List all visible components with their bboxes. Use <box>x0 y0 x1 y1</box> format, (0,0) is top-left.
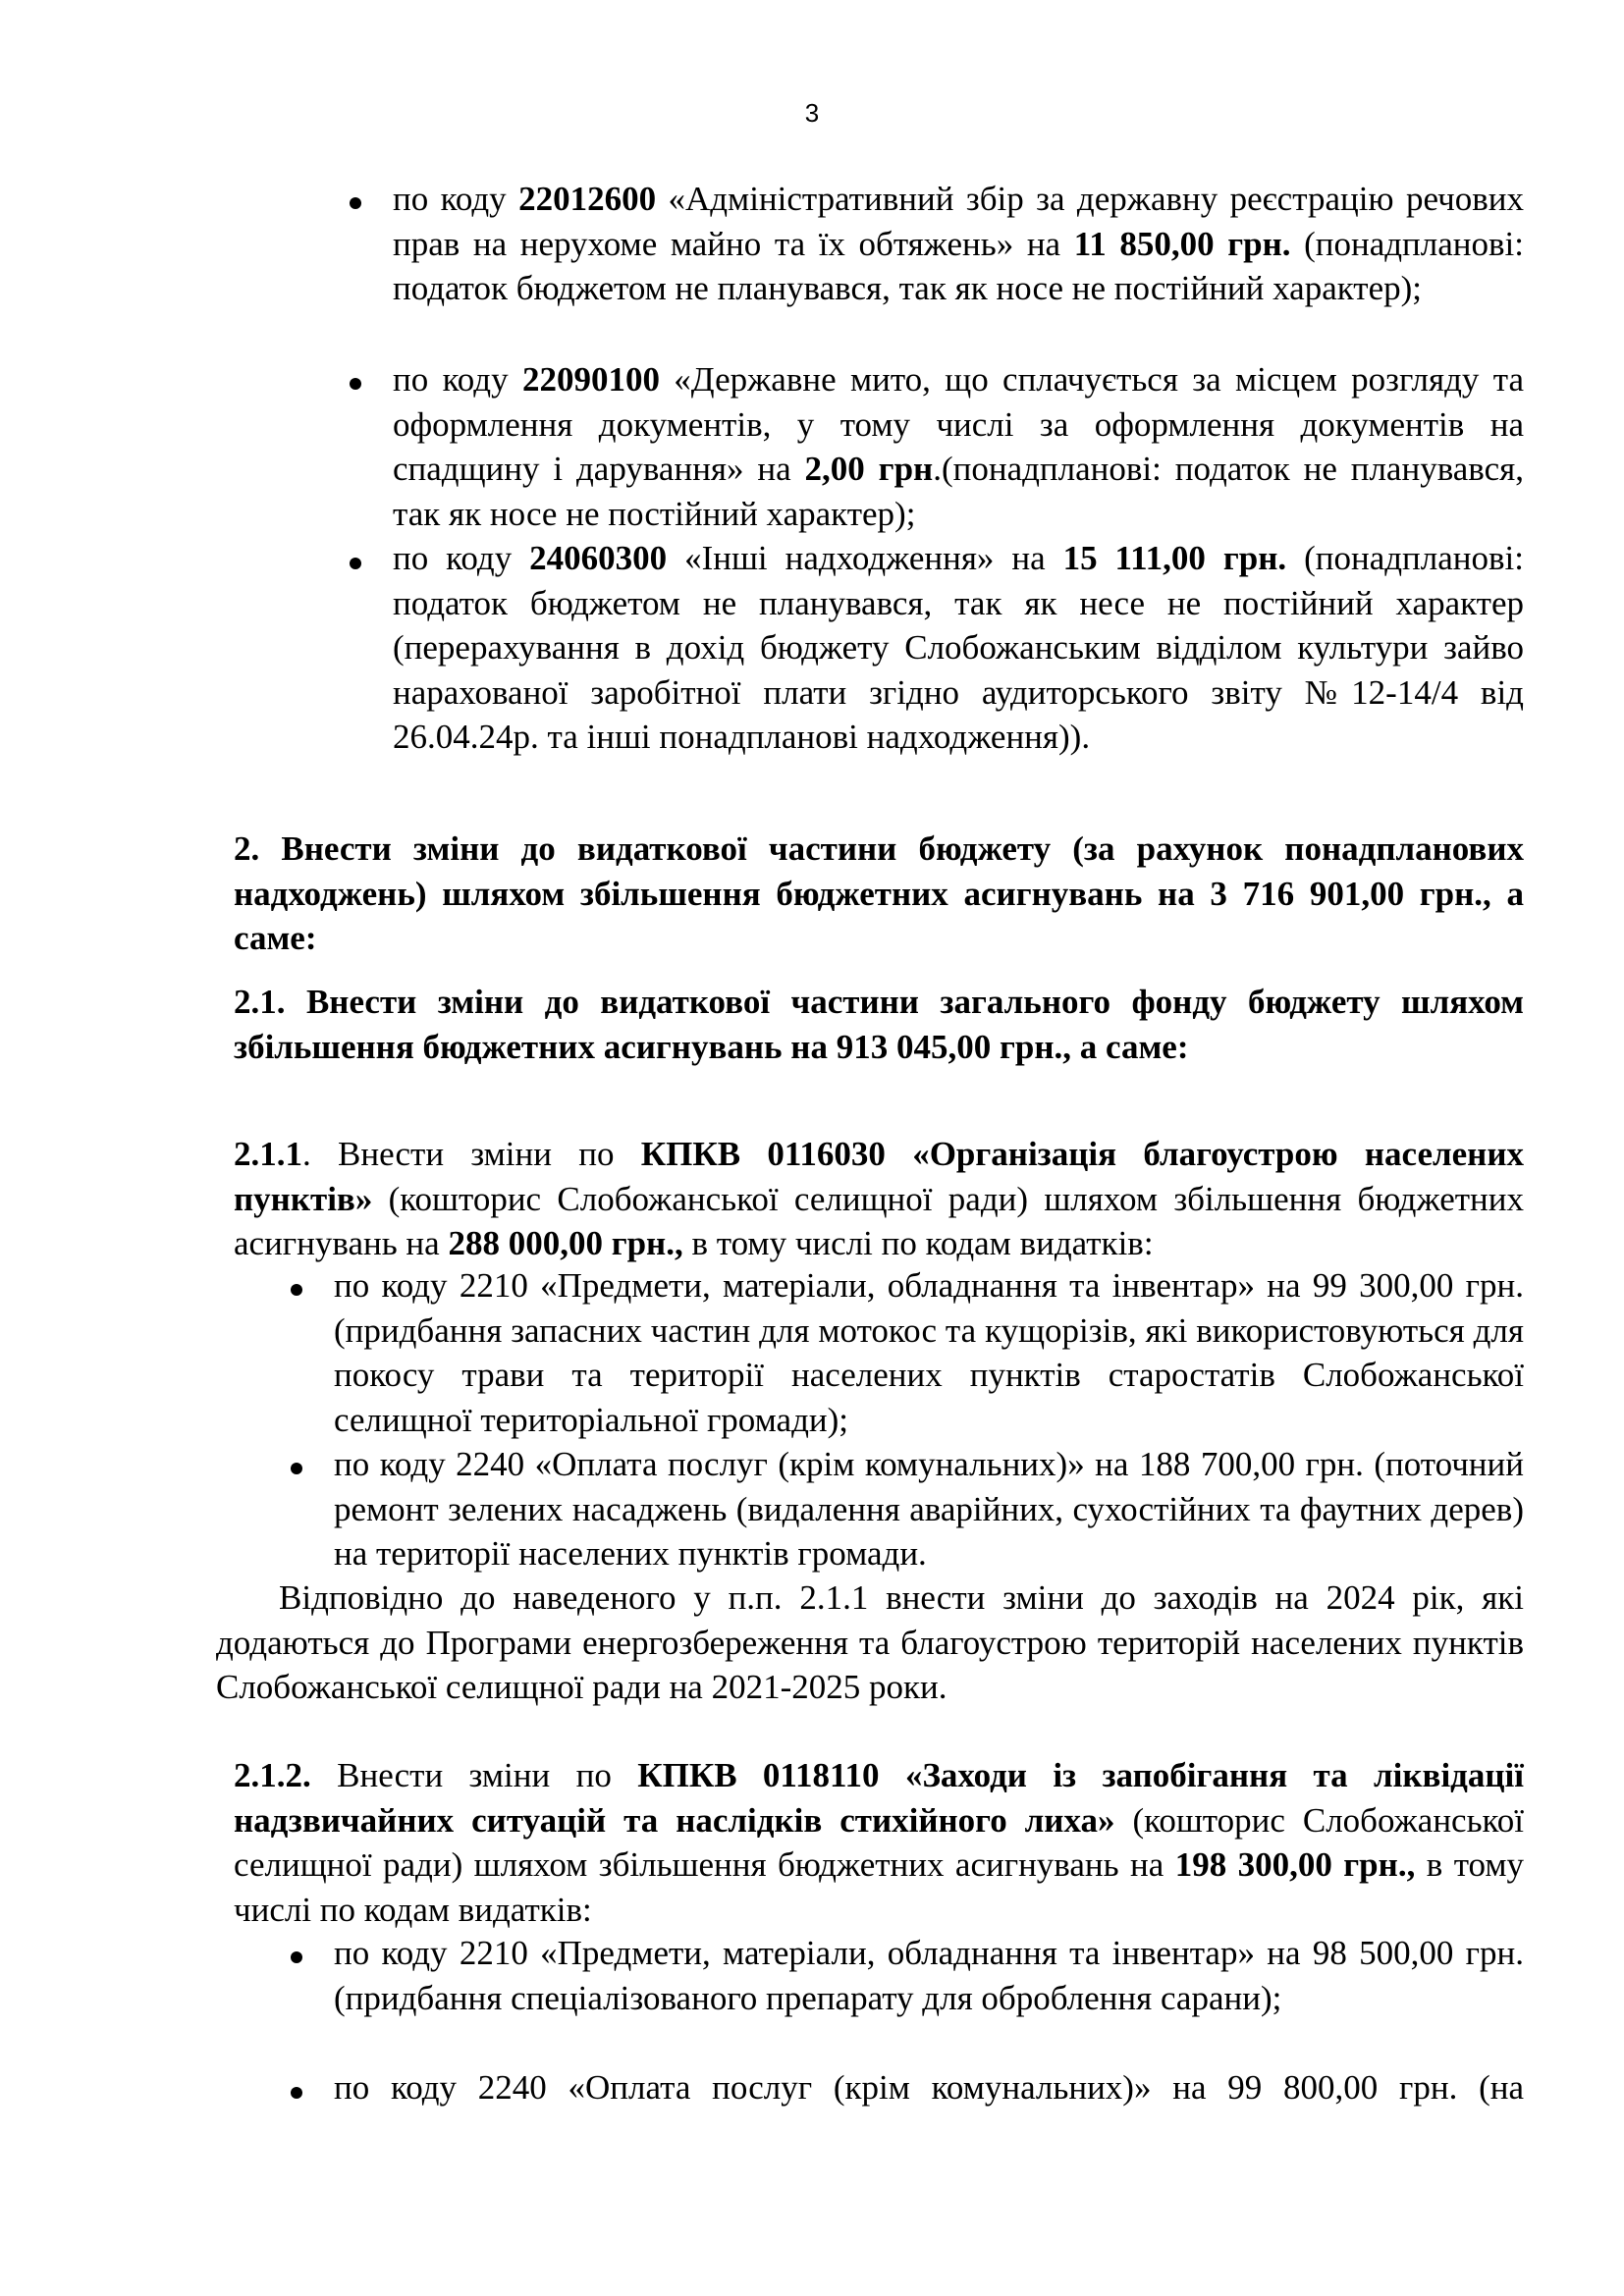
bullet-icon <box>291 1951 302 1963</box>
section-2-1-2: 2.1.2. Внести зміни по КПКВ 0118110 «Заходи із запобігання та ліквідації надзвичайних ситуацій та наслідків стихійного лиха» (кошторис Слобожанської селищної ради) шляхом збільшення бюджетних асигнувань на 198 300,00 грн., в тому числі по кодам видатків: <box>234 1756 1525 1929</box>
bullet-icon <box>291 1463 302 1474</box>
income-item-1: по коду 22012600 «Адміністративний збір за державну реєстрацію речових прав на нерухоме майно та їх обтяжень» на 11 850,00 грн. (понадпланові: податок бюджетом не планувався, так як носе не постійний характер); <box>393 180 1524 307</box>
expense-item: по коду 2210 «Предмети, матеріали, обладнання та інвентар» на 98 500,00 грн. (придбання спеціалізованого препарату для оброблення сарани); <box>334 1934 1524 2017</box>
expense-item: по коду 2210 «Предмети, матеріали, обладнання та інвентар» на 99 300,00 грн. (придбання запасних частин для мотокос та кущорізів, які використовуються для покосу трави та території населених пунктів старостатів Слобожанської селищної територіальної громади); <box>334 1266 1524 1439</box>
page-number: 3 <box>804 98 820 128</box>
section-2-1-heading: 2.1. Внести зміни до видаткової частини загального фонду бюджету шляхом збільшення бюджетних асигнувань на 913 045,00 грн., а саме: <box>234 983 1524 1066</box>
bullet-icon <box>291 1284 302 1296</box>
bullet-icon <box>350 558 361 569</box>
section-2-heading: 2. Внести зміни до видаткової частини бюджету (за рахунок понадпланових надходжень) шляхом збільшення бюджетних асигнувань на 3 716 901,00 грн., а саме: <box>234 829 1524 957</box>
income-item-2: по коду 22090100 «Державне мито, що сплачується за місцем розгляду та оформлення документів, у тому числі за оформлення документів на спадщину і дарування» на 2,00 грн.(понадпланові: податок не планувався, так як носе не постійний характер); <box>393 360 1524 533</box>
bullet-icon <box>350 378 361 390</box>
section-2-1-1: 2.1.1. Внести зміни по КПКВ 0116030 «Організація благоустрою населених пунктів» (кошторис Слобожанської селищної ради) шляхом збільшення бюджетних асигнувань на 288 000,00 грн., в тому числі по кодам видатків: <box>234 1135 1525 1262</box>
expense-item: по коду 2240 «Оплата послуг (крім комунальних)» на 99 800,00 грн. (на <box>334 2068 1524 2107</box>
bullet-icon <box>291 2087 302 2099</box>
program-note: Відповідно до наведеного у п.п. 2.1.1 внести зміни до заходів на 2024 рік, які додаються до Програми енергозбереження та благоустрою територій населених пунктів Слобожанської селищної ради на 2021-2025 роки. <box>216 1578 1524 1706</box>
bullet-icon <box>350 197 361 209</box>
income-item-3: по коду 24060300 «Інші надходження» на 15 111,00 грн. (понадпланові: податок бюджетом не планувався, так як несе не постійний характер (перерахування в дохід бюджету Слобожанським відділом культури зайво нарахованої заробітної плати згідно аудиторського звіту №12-14/4 від 26.04.24р. та інші понадпланові надходження)). <box>393 539 1524 756</box>
expense-item: по коду 2240 «Оплата послуг (крім комунальних)» на 188 700,00 грн. (поточний ремонт зелених насаджень (видалення аварійних, сухостійних та фаутних дерев) на території населених пунктів громади. <box>334 1445 1524 1573</box>
